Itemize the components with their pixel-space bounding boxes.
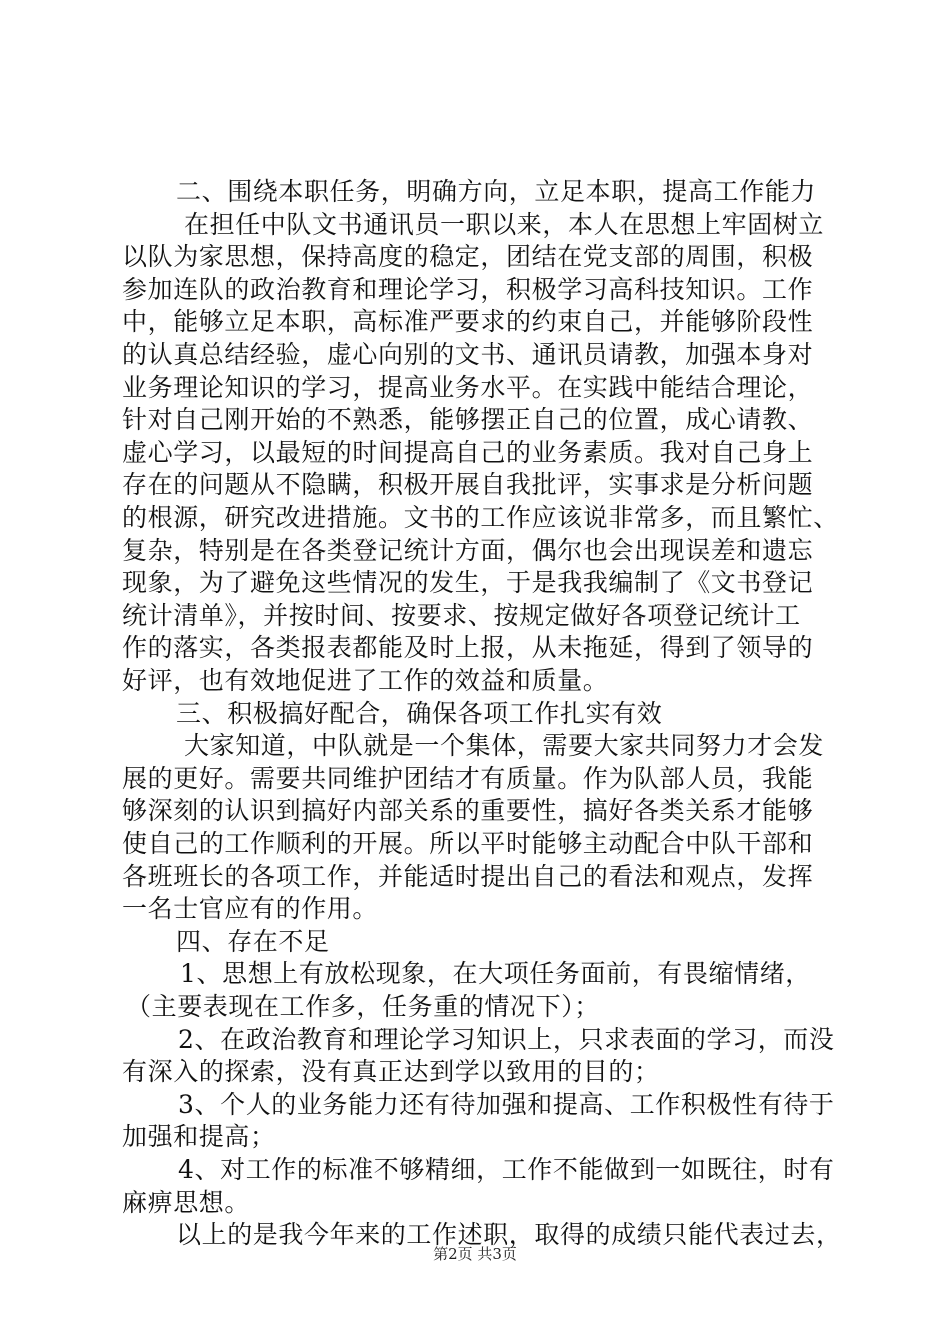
section-heading-4: 四、存在不足 bbox=[176, 926, 330, 956]
paragraph-line: 存在的问题从不隐瞒，积极开展自我批评，实事求是分析问题 bbox=[122, 470, 814, 500]
paragraph-line: 展的更好。需要共同维护团结才有质量。作为队部人员，我能 bbox=[122, 763, 814, 793]
paragraph-line: 以上的是我今年来的工作述职，取得的成绩只能代表过去， bbox=[176, 1220, 842, 1250]
paragraph-line: 够深刻的认识到搞好内部关系的重要性，搞好各类关系才能够 bbox=[122, 796, 814, 826]
paragraph-line: 针对自己刚开始的不熟悉，能够摆正自己的位置，成心请教、 bbox=[122, 405, 814, 435]
paragraph-line: 一名士官应有的作用。 bbox=[122, 894, 379, 924]
paragraph-line: 好评，也有效地促进了工作的效益和质量。 bbox=[122, 666, 609, 695]
list-item-4-continued: 麻痹思想。 bbox=[122, 1187, 251, 1217]
paragraph-line: 复杂，特别是在各类登记统计方面，偶尔也会出现误差和遗忘 bbox=[122, 535, 814, 565]
paragraph-line: 统计清单》，并按时间、按要求、按规定做好各项登记统计工 bbox=[122, 600, 801, 630]
list-item-1: 1、思想上有放松现象，在大项任务面前，有畏缩情绪， bbox=[180, 959, 811, 989]
paragraph-line: 作的落实，各类报表都能及时上报，从未拖延，得到了领导的 bbox=[122, 633, 814, 663]
list-item-2-continued: 有深入的探索，没有真正达到学以致用的目的； bbox=[122, 1057, 660, 1087]
paragraph-line: 中，能够立足本职，高标准严要求的约束自己，并能够阶段性 bbox=[122, 307, 814, 337]
paragraph-line: 的认真总结经验，虚心向别的文书、通讯员请教，加强本身对 bbox=[122, 340, 814, 369]
paragraph-line: 虚心学习，以最短的时间提高自己的业务素质。我对自己身上 bbox=[122, 437, 814, 467]
paragraph-line: 以队为家思想，保持高度的稳定，团结在党支部的周围，积极 bbox=[122, 242, 814, 272]
paragraph-line: 业务理论知识的学习，提高业务水平。在实践中能结合理论， bbox=[122, 372, 814, 402]
paragraph-line: 各班班长的各项工作，并能适时提出自己的看法和观点，发挥 bbox=[122, 861, 814, 891]
paragraph-line: 的根源，研究改进措施。文书的工作应该说非常多，而且繁忙、 bbox=[122, 503, 839, 532]
paragraph-line: 使自己的工作顺利的开展。所以平时能够主动配合中队干部和 bbox=[122, 829, 814, 858]
section-heading-2: 二、围绕本职任务，明确方向，立足本职，提高工作能力 bbox=[176, 177, 817, 206]
list-item-1-continued: （主要表现在工作多，任务重的情况下）； bbox=[126, 992, 600, 1021]
paragraph-line: 在担任中队文书通讯员一职以来，本人在思想上牢固树立 bbox=[184, 209, 825, 239]
paragraph-line: 参加连队的政治教育和理论学习，积极学习高科技知识。工作 bbox=[122, 274, 814, 304]
page-number-footer: 第2页 共3页 bbox=[433, 1245, 517, 1263]
paragraph-line: 大家知道，中队就是一个集体，需要大家共同努力才会发 bbox=[184, 731, 825, 761]
section-heading-3: 三、积极搞好配合，确保各项工作扎实有效 bbox=[176, 698, 663, 728]
list-item-4: 4、对工作的标准不够精细，工作不能做到一如既往，时有 bbox=[178, 1155, 835, 1184]
list-item-2: 2、在政治教育和理论学习知识上，只求表面的学习，而没 bbox=[178, 1024, 835, 1054]
paragraph-line: 现象，为了避免这些情况的发生，于是我我编制了《文书登记 bbox=[122, 568, 814, 598]
list-item-3: 3、个人的业务能力还有待加强和提高、工作积极性有待于 bbox=[178, 1089, 835, 1119]
list-item-3-continued: 加强和提高； bbox=[122, 1122, 276, 1152]
